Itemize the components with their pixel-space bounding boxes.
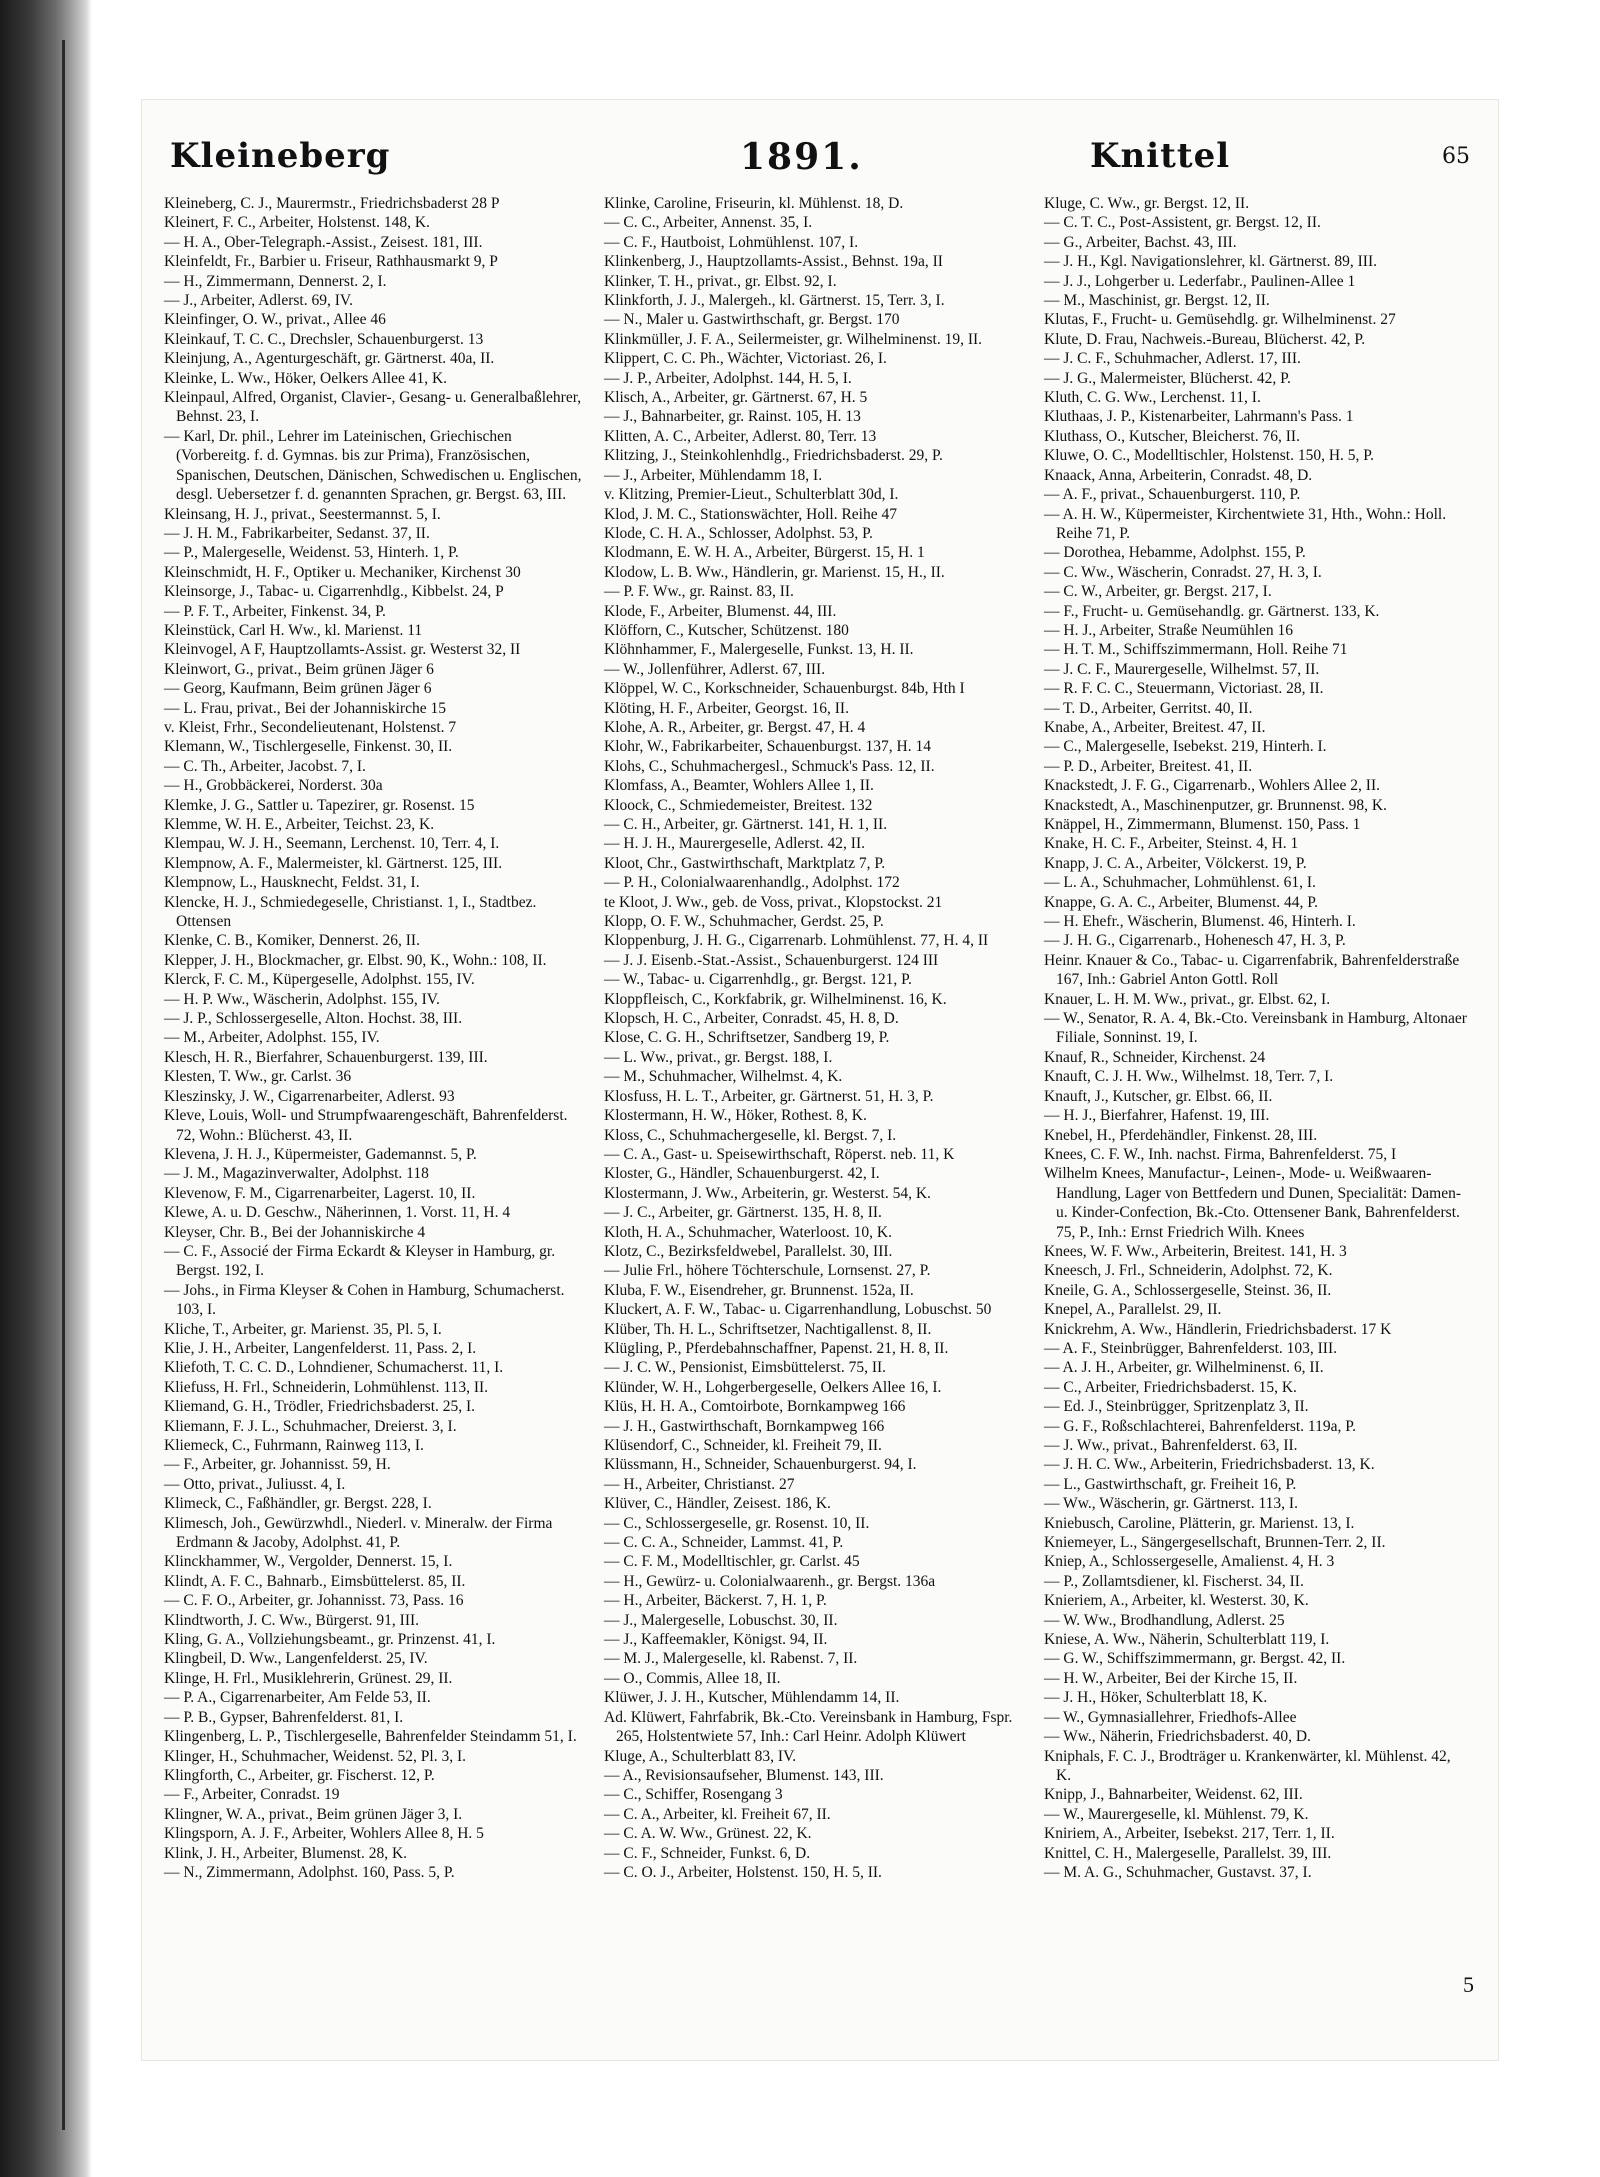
directory-entry: — H., Grobbäckerei, Norderst. 30a xyxy=(164,777,383,795)
directory-entry: Kloster, G., Händler, Schauenburgerst. 42, I. xyxy=(604,1165,880,1183)
directory-entry: — J. Ww., privat., Bahrenfelderst. 63, II. xyxy=(1044,1437,1298,1454)
directory-entry: — J. H. M., Fabrikarbeiter, Sedanst. 37, II. xyxy=(164,524,430,542)
directory-entry: Klute, D. Frau, Nachweis.-Bureau, Blücherst. 42, P. xyxy=(1044,330,1366,348)
directory-entry: Knauft, J., Kutscher, gr. Elbst. 66, II. xyxy=(1044,1087,1273,1105)
directory-entry: — J. H., Kgl. Navigationslehrer, kl. Gärtnerst. 89, III. xyxy=(1044,253,1377,271)
directory-entry: Kniebusch, Caroline, Plätterin, gr. Marienst. 13, I. xyxy=(1044,1514,1355,1532)
directory-entry: Kleinstück, Carl H. Ww., kl. Marienst. 11 xyxy=(164,621,423,639)
directory-entry: Kloss, C., Schuhmachergeselle, kl. Bergst. 7, I. xyxy=(604,1126,897,1144)
directory-entry: Klodmann, E. W. H. A., Arbeiter, Bürgerst. 15, H. 1 xyxy=(604,544,925,562)
directory-entry: — F., Frucht- u. Gemüsehandlg. gr. Gärtnerst. 133, K. xyxy=(1044,602,1380,620)
directory-entry: — Dorothea, Hebamme, Adolphst. 155, P. xyxy=(1044,544,1306,562)
directory-entry: Klose, C. G. H., Schriftsetzer, Sandberg 19, P. xyxy=(604,1029,890,1047)
directory-entry: Knapp, J. C. A., Arbeiter, Völckerst. 19, P. xyxy=(1044,854,1307,872)
directory-entry: Klinker, T. H., privat., gr. Elbst. 92, I. xyxy=(604,272,837,290)
directory-entry: — T. D., Arbeiter, Gerritst. 40, II. xyxy=(1044,699,1253,717)
directory-entry: Kleinsang, H. J., privat., Seestermannst. 5, I. xyxy=(164,505,441,523)
directory-entry: Klohr, W., Fabrikarbeiter, Schauenburgst. 137, H. 14 xyxy=(604,738,931,756)
directory-entry: — J., Arbeiter, Adlerst. 69, IV. xyxy=(164,292,353,310)
directory-entry: Klutas, F., Frucht- u. Gemüsehdlg. gr. Wilhelminenst. 27 xyxy=(1044,311,1396,329)
directory-entry: Klode, F., Arbeiter, Blumenst. 44, III. xyxy=(604,602,837,620)
signature-mark: 5 xyxy=(1463,1972,1474,1997)
directory-entry: Knauft, C. J. H. Ww., Wilhelmst. 18, Terr. 7, I. xyxy=(1044,1068,1334,1086)
directory-entry: — Johs., in Firma Kleyser & Cohen in Hamburg, Schumacherst. 103, I. xyxy=(164,1281,565,1319)
directory-entry: — H. J., Arbeiter, Straße Neumühlen 16 xyxy=(1044,621,1294,639)
directory-entry: Kliche, T., Arbeiter, gr. Marienst. 35, Pl. 5, I. xyxy=(164,1320,442,1338)
directory-entry: Klerck, F. C. M., Küpergeselle, Adolphst. 155, IV. xyxy=(164,971,475,989)
directory-entry: Klotz, C., Bezirksfeldwebel, Parallelst. 30, III. xyxy=(604,1242,893,1260)
directory-entry: Heinr. Knauer & Co., Tabac- u. Cigarrenfabrik, Bahrenfelderstraße 167, Inh.: Gabriel Anton Gottl. Roll xyxy=(1044,951,1460,989)
directory-entry: Kleinjung, A., Agenturgeschäft, gr. Gärtnerst. 40a, II. xyxy=(164,350,495,368)
directory-entry: Kleineberg, C. J., Maurermstr., Friedrichsbaderst 28 P xyxy=(164,195,500,212)
directory-entry: Klimeck, C., Faßhändler, gr. Bergst. 228, I. xyxy=(164,1495,432,1513)
directory-entry: — H. P. Ww., Wäscherin, Adolphst. 155, IV. xyxy=(164,990,440,1008)
directory-entry: — H. T. M., Schiffszimmermann, Holl. Reihe 71 xyxy=(1044,641,1348,659)
directory-entry: — J. J., Lohgerber u. Lederfabr., Paulinen-Allee 1 xyxy=(1044,272,1356,290)
directory-entry: Kloock, C., Schmiedemeister, Breitest. 132 xyxy=(604,796,873,814)
directory-entry: Klindt, A. F. C., Bahnarb., Eimsbüttelerst. 85, II. xyxy=(164,1572,466,1590)
directory-entry: Klüber, Th. H. L., Schriftsetzer, Nachtigallenst. 8, II. xyxy=(604,1320,932,1338)
directory-entry: Knickrehm, A. Ww., Händlerin, Friedrichsbaderst. 17 K xyxy=(1044,1320,1392,1338)
directory-entry: — W., Tabac- u. Cigarrenhdlg., gr. Bergst. 121, P. xyxy=(604,971,912,989)
directory-entry: Klevenow, F. M., Cigarrenarbeiter, Lagerst. 10, II. xyxy=(164,1184,476,1202)
directory-entry: Kliemand, G. H., Trödler, Friedrichsbaderst. 25, I. xyxy=(164,1398,476,1416)
directory-entry: Kleinwort, G., privat., Beim grünen Jäger 6 xyxy=(164,660,434,678)
directory-entry: — C. A. W. Ww., Grünest. 22, K. xyxy=(604,1825,812,1843)
directory-entry: — A. F., Steinbrügger, Bahrenfelderst. 103, III. xyxy=(1044,1339,1338,1357)
directory-entry: — F., Arbeiter, Conradst. 19 xyxy=(164,1786,340,1804)
directory-entry: — P. F. Ww., gr. Rainst. 83, II. xyxy=(604,583,794,601)
directory-entry: — P. F. T., Arbeiter, Finkenst. 34, P. xyxy=(164,602,386,620)
page-number: 65 xyxy=(1442,144,1470,169)
directory-entry: Klüs, H. H. A., Comtoirbote, Bornkampweg 166 xyxy=(604,1398,906,1416)
directory-entry: — C. O. J., Arbeiter, Holstenst. 150, H. 5, II. xyxy=(604,1863,882,1881)
directory-entry: Klohs, C., Schuhmachergesl., Schmuck's Pass. 12, II. xyxy=(604,757,935,775)
directory-entry: Klöfforn, C., Kutscher, Schützenst. 180 xyxy=(604,621,849,639)
directory-entry: — A. F., privat., Schauenburgerst. 110, P. xyxy=(1044,486,1301,504)
directory-entry: Knipp, J., Bahnarbeiter, Weidenst. 62, III. xyxy=(1044,1786,1303,1804)
directory-entry: Knackstedt, A., Maschinenputzer, gr. Brunnenst. 98, K. xyxy=(1044,796,1387,814)
directory-entry: — J. C., Arbeiter, gr. Gärtnerst. 135, H. 8, II. xyxy=(604,1204,882,1222)
directory-entry: Kluthass, O., Kutscher, Bleicherst. 76, II. xyxy=(1044,427,1300,445)
directory-entry: — J., Bahnarbeiter, gr. Rainst. 105, H. 13 xyxy=(604,408,861,426)
directory-entry: Klöting, H. F., Arbeiter, Georgst. 16, II. xyxy=(604,699,849,717)
directory-entry: Klimesch, Joh., Gewürzwhdl., Niederl. v. Mineralw. der Firma Erdmann & Jacoby, Adolphst. 41, P. xyxy=(164,1514,553,1552)
directory-entry: — P. D., Arbeiter, Breitest. 41, II. xyxy=(1044,757,1253,775)
directory-entry: — C. F., Schneider, Funkst. 6, D. xyxy=(604,1844,811,1862)
directory-entry: Klüssmann, H., Schneider, Schauenburgerst. 94, I. xyxy=(604,1456,917,1474)
directory-entry: Knappe, G. A. C., Arbeiter, Blumenst. 44, P. xyxy=(1044,893,1319,911)
directory-entry: Klingforth, C., Arbeiter, gr. Fischerst. 12, P. xyxy=(164,1766,435,1784)
directory-entry: Klosfuss, H. L. T., Arbeiter, gr. Gärtnerst. 51, H. 3, P. xyxy=(604,1087,934,1105)
directory-entry: — Ww., Wäscherin, gr. Gärtnerst. 113, I. xyxy=(1044,1495,1298,1513)
directory-entry: — H., Gewürz- u. Colonialwaarenh., gr. Bergst. 136a xyxy=(604,1572,936,1590)
directory-entry: Klügling, P., Pferdebahnschaffner, Papenst. 21, H. 8, II. xyxy=(604,1339,949,1357)
directory-entry: Kleinfinger, O. W., privat., Allee 46 xyxy=(164,311,386,329)
column-1 xyxy=(164,194,588,1882)
directory-entry: — J., Malergeselle, Lobuschst. 30, II. xyxy=(604,1611,838,1629)
directory-entry: Klinkforth, J. J., Malergeh., kl. Gärtnerst. 15, Terr. 3, I. xyxy=(604,292,945,310)
directory-entry: — C. W., Arbeiter, gr. Bergst. 217, I. xyxy=(1044,583,1272,601)
directory-entry: — C., Arbeiter, Friedrichsbaderst. 15, K. xyxy=(1044,1378,1297,1396)
directory-entry: Kleinvogel, A F, Hauptzollamts-Assist. gr. Westerst 32, II xyxy=(164,641,521,659)
directory-entry: — C. F. O., Arbeiter, gr. Johannisst. 73, Pass. 16 xyxy=(164,1592,464,1610)
directory-entry: — Julie Frl., höhere Töchterschule, Lornsenst. 27, P. xyxy=(604,1262,931,1280)
directory-entry: — M., Arbeiter, Adolphst. 155, IV. xyxy=(164,1029,380,1047)
directory-entry: — J., Arbeiter, Mühlendamm 18, I. xyxy=(604,466,823,484)
directory-entry: Kleinert, F. C., Arbeiter, Holstenst. 148, K. xyxy=(164,214,430,232)
book-binding-edge xyxy=(0,0,92,2177)
directory-entry: — J., Kaffeemakler, Königst. 94, II. xyxy=(604,1631,828,1649)
directory-entry: Klippert, C. C. Ph., Wächter, Victoriast. 26, I. xyxy=(604,350,887,368)
directory-entry: Knabe, A., Arbeiter, Breitest. 47, II. xyxy=(1044,718,1266,736)
directory-entry: Knieriem, A., Arbeiter, kl. Westerst. 30, K. xyxy=(1044,1592,1309,1610)
directory-entry: Klingner, W. A., privat., Beim grünen Jäger 3, I. xyxy=(164,1805,463,1823)
directory-entry: — W., Maurergeselle, kl. Mühlenst. 79, K. xyxy=(1044,1805,1309,1823)
directory-entry: — H., Zimmermann, Dennerst. 2, I. xyxy=(164,272,387,290)
directory-entry: — C. T. C., Post-Assistent, gr. Bergst. 12, II. xyxy=(1044,214,1321,232)
directory-entry: — C., Malergeselle, Isebekst. 219, Hinterh. I. xyxy=(1044,738,1327,756)
directory-entry: Klod, J. M. C., Stationswächter, Holl. Reihe 47 xyxy=(604,505,897,523)
directory-entry: Klinger, H., Schuhmacher, Weidenst. 52, Pl. 3, I. xyxy=(164,1747,467,1765)
directory-entry: — W., Gymnasiallehrer, Friedhofs-Allee xyxy=(1044,1708,1297,1726)
directory-entry: — J. P., Schlossergeselle, Alton. Hochst. 38, III. xyxy=(164,1010,463,1028)
directory-entry: Kniriem, A., Arbeiter, Isebekst. 217, Terr. 1, II. xyxy=(1044,1825,1335,1843)
directory-entry: Kloth, H. A., Schuhmacher, Waterloost. 10, K. xyxy=(604,1223,892,1241)
directory-entry: Klepper, J. H., Blockmacher, gr. Elbst. 90, K., Wohn.: 108, II. xyxy=(164,951,547,969)
directory-entry: Kliefoth, T. C. C. D., Lohndiener, Schumacherst. 11, I. xyxy=(164,1359,504,1377)
directory-entry: Kniemeyer, L., Sängergesellschaft, Brunnen-Terr. 2, II. xyxy=(1044,1534,1386,1552)
directory-entry: — W., Senator, R. A. 4, Bk.-Cto. Vereinsbank in Hamburg, Altonaer Filiale, Sonninst. 19, I. xyxy=(1044,1010,1467,1047)
directory-entry: — M., Schuhmacher, Wilhelmst. 4, K. xyxy=(604,1068,843,1086)
directory-entry: Klingbeil, D. Ww., Langenfelderst. 25, IV. xyxy=(164,1650,428,1668)
directory-entry: Kluth, C. G. Ww., Lerchenst. 11, I. xyxy=(1044,389,1261,407)
directory-entry: Klopsch, H. C., Arbeiter, Conradst. 45, H. 8, D. xyxy=(604,1010,899,1028)
directory-entry: — A. H. W., Küpermeister, Kirchentwiete 31, Hth., Wohn.: Holl. Reihe 71, P. xyxy=(1044,505,1447,542)
directory-entry: Klisch, A., Arbeiter, gr. Gärtnerst. 67, H. 5 xyxy=(604,389,868,407)
directory-entry: Kluba, F. W., Eisendreher, gr. Brunnenst. 152a, II. xyxy=(604,1281,914,1299)
directory-entry: — P., Zollamtsdiener, kl. Fischerst. 34, II. xyxy=(1044,1572,1304,1590)
directory-entry: Kluthaas, J. P., Kistenarbeiter, Lahrmann's Pass. 1 xyxy=(1044,408,1354,426)
directory-entry: Kleinkauf, T. C. C., Drechsler, Schauenburgerst. 13 xyxy=(164,330,484,348)
directory-entry: Klinke, Caroline, Friseurin, kl. Mühlenst. 18, D. xyxy=(604,195,904,212)
directory-entry: Kleinpaul, Alfred, Organist, Clavier-, Gesang- u. Generalbaßlehrer, Behnst. 23, I. xyxy=(164,389,582,426)
right-running-head: Knittel xyxy=(1090,136,1231,176)
directory-entry: Klindtworth, J. C. Ww., Bürgerst. 91, III. xyxy=(164,1611,420,1629)
page-header xyxy=(160,136,1480,186)
directory-entry: v. Kleist, Frhr., Secondelieutenant, Holstenst. 7 xyxy=(164,718,457,736)
directory-entry: — A., Revisionsaufseher, Blumenst. 143, III. xyxy=(604,1766,884,1784)
binding-fold-line xyxy=(62,40,65,2130)
directory-entry: — H., Arbeiter, Christianst. 27 xyxy=(604,1475,795,1493)
directory-entry: Klenke, C. B., Komiker, Dennerst. 26, II. xyxy=(164,932,420,950)
directory-entry: Klinkmüller, J. F. A., Seilermeister, gr. Wilhelminenst. 19, II. xyxy=(604,330,983,348)
directory-entry: Klinkenberg, J., Hauptzollamts-Assist., Behnst. 19a, II xyxy=(604,253,943,271)
directory-entry: Kleyser, Chr. B., Bei der Johanniskirche 4 xyxy=(164,1223,426,1241)
directory-entry: — C. H., Arbeiter, gr. Gärtnerst. 141, H. 1, II. xyxy=(604,816,888,833)
directory-entry: — M. J., Malergeselle, kl. Rabenst. 7, II. xyxy=(604,1650,858,1668)
directory-entry: — W., Jollenführer, Adlerst. 67, III. xyxy=(604,660,826,678)
directory-entry: — Ww., Näherin, Friedrichsbaderst. 40, D. xyxy=(1044,1728,1311,1746)
directory-entry: Kluge, A., Schulterblatt 83, IV. xyxy=(604,1747,797,1765)
directory-entry: — J. C. W., Pensionist, Eimsbüttelerst. 75, II. xyxy=(604,1359,887,1377)
directory-entry: — M., Maschinist, gr. Bergst. 12, II. xyxy=(1044,292,1270,310)
directory-entry: Knäppel, H., Zimmermann, Blumenst. 150, Pass. 1 xyxy=(1044,816,1361,833)
directory-entry: — J. H., Höker, Schulterblatt 18, K. xyxy=(1044,1689,1268,1707)
directory-entry: Klinckhammer, W., Vergolder, Dennerst. 15, I. xyxy=(164,1553,453,1571)
directory-entry: — J. M., Magazinverwalter, Adolphst. 118 xyxy=(164,1165,429,1183)
column-3 xyxy=(1044,194,1468,1882)
directory-entry: Klemke, J. G., Sattler u. Tapezirer, gr. Rosenst. 15 xyxy=(164,796,475,814)
directory-entry: Kluwe, O. C., Modelltischler, Holstenst. 150, H. 5, P. xyxy=(1044,447,1375,465)
directory-entry: — J. H. C. Ww., Arbeiterin, Friedrichsbaderst. 13, K. xyxy=(1044,1456,1375,1474)
directory-entry: Kniep, A., Schlossergeselle, Amalienst. 4, H. 3 xyxy=(1044,1553,1335,1571)
directory-entry: — M. A. G., Schuhmacher, Gustavst. 37, I. xyxy=(1044,1863,1312,1881)
directory-entry: Klode, C. H. A., Schlosser, Adolphst. 53, P. xyxy=(604,524,873,542)
directory-entry: — G., Arbeiter, Bachst. 43, III. xyxy=(1044,233,1237,251)
directory-entry: Kleinfeldt, Fr., Barbier u. Friseur, Rathhausmarkt 9, P xyxy=(164,253,498,271)
directory-entry: Kleve, Louis, Woll- und Strumpfwaarengeschäft, Bahrenfelderst. 72, Wohn.: Blücherst. 43, II. xyxy=(164,1107,568,1144)
directory-entry: Klöhnhammer, F., Malergeselle, Funkst. 13, H. II. xyxy=(604,641,914,659)
directory-entry: Klitzing, J., Steinkohlenhdlg., Friedrichsbaderst. 29, P. xyxy=(604,447,943,465)
directory-entry: — Otto, privat., Juliusst. 4, I. xyxy=(164,1475,346,1493)
directory-entry: Kloot, Chr., Gastwirthschaft, Marktplatz 7, P. xyxy=(604,854,886,872)
directory-entry: Ad. Klüwert, Fahrfabrik, Bk.-Cto. Vereinsbank in Hamburg, Fspr. 265, Holstentwiete 57, Inh.: Carl Heinr. Adolph Klüwert xyxy=(604,1708,1013,1746)
directory-entry: — C. A., Gast- u. Speisewirthschaft, Röperst. neb. 11, K xyxy=(604,1145,955,1163)
directory-entry: Klopp, O. F. W., Schuhmacher, Gerdst. 25, P. xyxy=(604,913,884,931)
directory-entry: Klitten, A. C., Arbeiter, Adlerst. 80, Terr. 13 xyxy=(604,427,877,445)
directory-entry: — P., Malergeselle, Weidenst. 53, Hinterh. 1, P. xyxy=(164,544,459,562)
directory-entry: Kleinke, L. Ww., Höker, Oelkers Allee 41, K. xyxy=(164,369,448,387)
directory-entry: Knackstedt, J. F. G., Cigarrenarb., Wohlers Allee 2, II. xyxy=(1044,777,1380,795)
directory-entry: — H. J., Bierfahrer, Hafenst. 19, III. xyxy=(1044,1107,1270,1125)
directory-entry: Kloppfleisch, C., Korkfabrik, gr. Wilhelminenst. 16, K. xyxy=(604,990,947,1008)
directory-entry: — C., Schiffer, Rosengang 3 xyxy=(604,1786,783,1804)
directory-entry: Kneesch, J. Frl., Schneiderin, Adolphst. 72, K. xyxy=(1044,1262,1333,1280)
directory-entry: — C. A., Arbeiter, kl. Freiheit 67, II. xyxy=(604,1805,831,1823)
directory-entry: Klempau, W. J. H., Seemann, Lerchenst. 10, Terr. 4, I. xyxy=(164,835,500,853)
directory-entry: — N., Zimmermann, Adolphst. 160, Pass. 5, P. xyxy=(164,1863,455,1881)
directory-entry: — J. G., Malermeister, Blücherst. 42, P. xyxy=(1044,369,1291,387)
directory-entry: Kleinschmidt, H. F., Optiker u. Mechaniker, Kirchenst 30 xyxy=(164,563,521,581)
directory-entry: — C. F., Hautboist, Lohmühlenst. 107, I. xyxy=(604,233,859,251)
directory-entry: — C. Ww., Wäscherin, Conradst. 27, H. 3, I. xyxy=(1044,563,1322,581)
directory-entry: Knaack, Anna, Arbeiterin, Conradst. 48, D. xyxy=(1044,466,1313,484)
directory-entry: Knauer, L. H. M. Ww., privat., gr. Elbst. 62, I. xyxy=(1044,990,1331,1008)
directory-entry: — Ed. J., Steinbrügger, Spritzenplatz 3, II. xyxy=(1044,1398,1309,1416)
directory-page xyxy=(142,100,1498,2060)
directory-entry: — P. A., Cigarrenarbeiter, Am Felde 53, II. xyxy=(164,1689,431,1707)
directory-entry: Klemme, W. H. E., Arbeiter, Teichst. 23, K. xyxy=(164,816,435,833)
directory-entry: — A. J. H., Arbeiter, gr. Wilhelminenst. 6, II. xyxy=(1044,1359,1324,1377)
directory-columns xyxy=(164,194,1476,1940)
directory-entry: Knees, C. F. W., Inh. nachst. Firma, Bahrenfelderst. 75, I xyxy=(1044,1145,1397,1163)
directory-entry: Klüwer, J. J. H., Kutscher, Mühlendamm 14, II. xyxy=(604,1689,900,1707)
directory-entry: Klie, J. H., Arbeiter, Langenfelderst. 11, Pass. 2, I. xyxy=(164,1339,477,1357)
directory-entry: Klesch, H. R., Bierfahrer, Schauenburgerst. 139, III. xyxy=(164,1048,488,1066)
directory-entry: — G. F., Roßschlachterei, Bahrenfelderst. 119a, P. xyxy=(1044,1417,1356,1435)
directory-entry: — C. F., Associé der Firma Eckardt & Kleyser in Hamburg, gr. Bergst. 192, I. xyxy=(164,1242,556,1280)
directory-entry: Kliefuss, H. Frl., Schneiderin, Lohmühlenst. 113, II. xyxy=(164,1378,489,1396)
directory-entry: — H. Ehefr., Wäscherin, Blumenst. 46, Hinterh. I. xyxy=(1044,913,1356,931)
directory-entry: — N., Maler u. Gastwirthschaft, gr. Bergst. 170 xyxy=(604,311,900,329)
directory-entry: — L. Frau, privat., Bei der Johanniskirche 15 xyxy=(164,699,446,717)
directory-entry: — F., Arbeiter, gr. Johannisst. 59, H. xyxy=(164,1456,391,1474)
directory-entry: Klencke, H. J., Schmiedegeselle, Christianst. 1, I., Stadtbez. Ottensen xyxy=(164,893,537,931)
directory-entry: — C., Schlossergeselle, gr. Rosenst. 10, II. xyxy=(604,1514,870,1532)
directory-entry: — H. J. H., Maurergeselle, Adlerst. 42, II. xyxy=(604,835,866,853)
column-2 xyxy=(604,194,1028,1882)
directory-entry: Klempnow, A. F., Malermeister, kl. Gärtnerst. 125, III. xyxy=(164,854,503,872)
directory-entry: Klostermann, J. Ww., Arbeiterin, gr. Westerst. 54, K. xyxy=(604,1184,931,1202)
directory-entry: — J. C. F., Schuhmacher, Adlerst. 17, III. xyxy=(1044,350,1301,368)
directory-entry: Kloppenburg, J. H. G., Cigarrenarb. Lohmühlenst. 77, H. 4, II xyxy=(604,932,989,950)
directory-entry: Kniese, A. Ww., Näherin, Schulterblatt 119, I. xyxy=(1044,1631,1330,1649)
directory-entry: Knebel, H., Pferdehändler, Finkenst. 28, III. xyxy=(1044,1126,1318,1144)
directory-entry: — L. A., Schuhmacher, Lohmühlenst. 61, I. xyxy=(1044,874,1316,892)
directory-entry: Knake, H. C. F., Arbeiter, Steinst. 4, H. 1 xyxy=(1044,835,1299,853)
directory-entry: Klomfass, A., Beamter, Wohlers Allee 1, II. xyxy=(604,777,874,795)
directory-entry: — C. Th., Arbeiter, Jacobst. 7, I. xyxy=(164,757,366,775)
directory-entry: Klünder, W. H., Lohgerbergeselle, Oelkers Allee 16, I. xyxy=(604,1378,942,1396)
directory-entry: Klohe, A. R., Arbeiter, gr. Bergst. 47, H. 4 xyxy=(604,718,866,736)
directory-entry: — J. H., Gastwirthschaft, Bornkampweg 166 xyxy=(604,1417,885,1435)
directory-entry: te Kloot, J. Ww., geb. de Voss, privat., Klopstockst. 21 xyxy=(604,893,943,911)
directory-entry: — H., Arbeiter, Bäckerst. 7, H. 1, P. xyxy=(604,1592,827,1610)
directory-entry: Kneile, G. A., Schlossergeselle, Steinst. 36, II. xyxy=(1044,1281,1332,1299)
directory-entry: Kleszinsky, J. W., Cigarrenarbeiter, Adlerst. 93 xyxy=(164,1087,455,1105)
directory-entry: — W. Ww., Brodhandlung, Adlerst. 25 xyxy=(1044,1611,1285,1629)
directory-entry: — C. C., Arbeiter, Annenst. 35, I. xyxy=(604,214,813,232)
directory-entry: Kluckert, A. F. W., Tabac- u. Cigarrenhandlung, Lobuschst. 50 xyxy=(604,1301,992,1319)
year-heading: 1891. xyxy=(740,136,863,178)
directory-entry: Kling, G. A., Vollziehungsbeamt., gr. Prinzenst. 41, I. xyxy=(164,1631,496,1649)
directory-entry: — Georg, Kaufmann, Beim grünen Jäger 6 xyxy=(164,680,432,698)
directory-entry: Knepel, A., Parallelst. 29, II. xyxy=(1044,1301,1222,1319)
directory-entry: Klingsporn, A. J. F., Arbeiter, Wohlers Allee 8, H. 5 xyxy=(164,1825,484,1843)
directory-entry: — O., Commis, Allee 18, II. xyxy=(604,1669,781,1687)
directory-entry: — P. B., Gypser, Bahrenfelderst. 81, I. xyxy=(164,1708,404,1726)
directory-entry: Klinge, H. Frl., Musiklehrerin, Grünest. 29, II. xyxy=(164,1669,453,1687)
directory-entry: — C. F. M., Modelltischler, gr. Carlst. 45 xyxy=(604,1553,860,1571)
directory-entry: — H. W., Arbeiter, Bei der Kirche 15, II. xyxy=(1044,1669,1298,1687)
directory-entry: — J. H. G., Cigarrenarb., Hohenesch 47, H. 3, P. xyxy=(1044,932,1346,950)
left-running-head: Kleineberg xyxy=(170,136,391,176)
directory-entry: — J. C. F., Maurergeselle, Wilhelmst. 57, II. xyxy=(1044,660,1320,678)
directory-entry: Klemann, W., Tischlergeselle, Finkenst. 30, II. xyxy=(164,738,453,756)
directory-entry: Klüver, C., Händler, Zeisest. 186, K. xyxy=(604,1495,831,1513)
directory-entry: — H. A., Ober-Telegraph.-Assist., Zeisest. 181, III. xyxy=(164,233,483,251)
directory-entry: Klink, J. H., Arbeiter, Blumenst. 28, K. xyxy=(164,1844,408,1862)
directory-entry: Klodow, L. B. Ww., Händlerin, gr. Marienst. 15, H., II. xyxy=(604,563,945,581)
directory-entry: Klöppel, W. C., Korkschneider, Schauenburgst. 84b, Hth I xyxy=(604,680,965,698)
directory-entry: Kluge, C. Ww., gr. Bergst. 12, II. xyxy=(1044,195,1250,212)
directory-entry: — Karl, Dr. phil., Lehrer im Lateinischen, Griechischen (Vorbereitg. f. d. Gymnas. bis zur Prima), Französischen, Spanischen, Deutschen, Dänischen, Schwedischen u. Englischen, desgl. Uebersetzer f. d. genannten Sprachen, gr. Bergst. 63, III. xyxy=(164,427,582,504)
directory-entry: Kleinsorge, J., Tabac- u. Cigarrenhdlg., Kibbelst. 24, P xyxy=(164,583,504,601)
directory-entry: — C. C. A., Schneider, Lammst. 41, P. xyxy=(604,1534,844,1552)
directory-entry: Wilhelm Knees, Manufactur-, Leinen-, Mode- u. Weißwaaren-Handlung, Lager von Bettfedern und Dunen, Specialität: Damen- u. Kinder-Confection, Bk.-Cto. Ottensener Bank, Bahrenfelderst. 75, P., Inh.: Ernst Friedrich Wilh. Knees xyxy=(1044,1165,1462,1241)
directory-entry: Knittel, C. H., Malergeselle, Parallelst. 39, III. xyxy=(1044,1844,1332,1862)
directory-entry: — R. F. C. C., Steuermann, Victoriast. 28, II. xyxy=(1044,680,1324,698)
directory-entry: Klüsendorf, C., Schneider, kl. Freiheit 79, II. xyxy=(604,1437,882,1454)
directory-entry: Klingenberg, L. P., Tischlergeselle, Bahrenfelder Steindamm 51, I. xyxy=(164,1728,577,1746)
directory-entry: Kliemann, F. J. L., Schuhmacher, Dreierst. 3, I. xyxy=(164,1417,457,1435)
directory-entry: Klevena, J. H. J., Küpermeister, Gademannst. 5, P. xyxy=(164,1145,477,1163)
directory-entry: Klostermann, H. W., Höker, Rothest. 8, K. xyxy=(604,1107,867,1125)
directory-entry: v. Klitzing, Premier-Lieut., Schulterblatt 30d, I. xyxy=(604,486,899,504)
directory-entry: Kliemeck, C., Fuhrmann, Rainweg 113, I. xyxy=(164,1437,424,1454)
directory-entry: Kniphals, F. C. J., Brodträger u. Krankenwärter, kl. Mühlenst. 42, K. xyxy=(1044,1747,1451,1784)
directory-entry: Klempnow, L., Hausknecht, Feldst. 31, I. xyxy=(164,874,420,892)
directory-entry: — J. J. Eisenb.-Stat.-Assist., Schauenburgerst. 124 III xyxy=(604,951,939,969)
directory-entry: Klewe, A. u. D. Geschw., Näherinnen, 1. Vorst. 11, H. 4 xyxy=(164,1204,511,1222)
directory-entry: — G. W., Schiffszimmermann, gr. Bergst. 42, II. xyxy=(1044,1650,1346,1668)
directory-entry: Klesten, T. Ww., gr. Carlst. 36 xyxy=(164,1068,352,1086)
directory-entry: — L. Ww., privat., gr. Bergst. 188, I. xyxy=(604,1048,833,1066)
directory-entry: Knauf, R., Schneider, Kirchenst. 24 xyxy=(1044,1048,1266,1066)
directory-entry: — P. H., Colonialwaarenhandlg., Adolphst. 172 xyxy=(604,874,900,892)
directory-entry: — L., Gastwirthschaft, gr. Freiheit 16, P. xyxy=(1044,1475,1297,1493)
directory-entry: — J. P., Arbeiter, Adolphst. 144, H. 5, I. xyxy=(604,369,852,387)
directory-entry: Knees, W. F. Ww., Arbeiterin, Breitest. 141, H. 3 xyxy=(1044,1242,1347,1260)
